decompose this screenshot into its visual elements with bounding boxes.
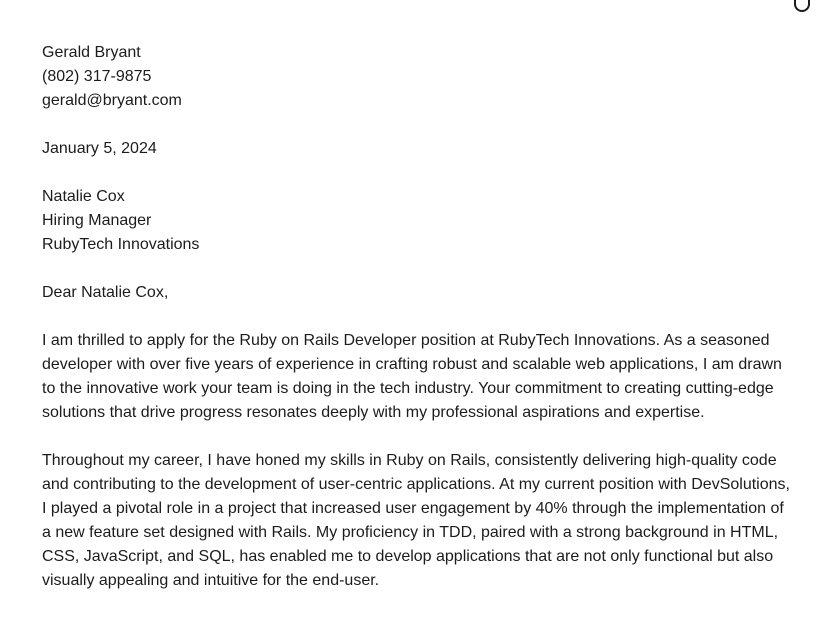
sender-email: gerald@bryant.com	[42, 92, 182, 109]
recipient-title: Hiring Manager	[42, 212, 152, 229]
body-paragraph-1: I am thrilled to apply for the Ruby on Rails Developer position at RubyTech Innovations. As a seasoned developer with over five years of experience in crafting robust and scalable web applications, I am drawn to the innovative work your team is doing in the tech industry. Your commitment to creating cutting-edge solutions that drive progress resonates deeply with my professional aspirations and expertise.	[42, 332, 782, 421]
sender-phone: (802) 317-9875	[42, 68, 152, 85]
cover-letter	[42, 41, 794, 617]
salutation: Dear Natalie Cox,	[42, 284, 169, 301]
recipient-block	[42, 185, 794, 257]
sender-block	[42, 41, 794, 113]
cropped-glyph-icon	[794, 0, 810, 12]
salutation-block	[42, 281, 794, 305]
date-block	[42, 137, 794, 161]
body-paragraph-2: Throughout my career, I have honed my skills in Ruby on Rails, consistently delivering high-quality code and contributing to the development of user-centric applications. At my current position with DevSolutions, I played a pivotal role in a project that increased user engagement by 40% through the implementation of a new feature set designed with Rails. My proficiency in TDD, paired with a strong background in HTML, CSS, JavaScript, and SQL, has enabled me to develop applications that are not only functional but also visually appealing and intuitive for the end-user.	[42, 452, 790, 589]
recipient-name: Natalie Cox	[42, 188, 125, 205]
recipient-company: RubyTech Innovations	[42, 236, 200, 253]
sender-name: Gerald Bryant	[42, 44, 141, 61]
letter-date: January 5, 2024	[42, 140, 157, 157]
